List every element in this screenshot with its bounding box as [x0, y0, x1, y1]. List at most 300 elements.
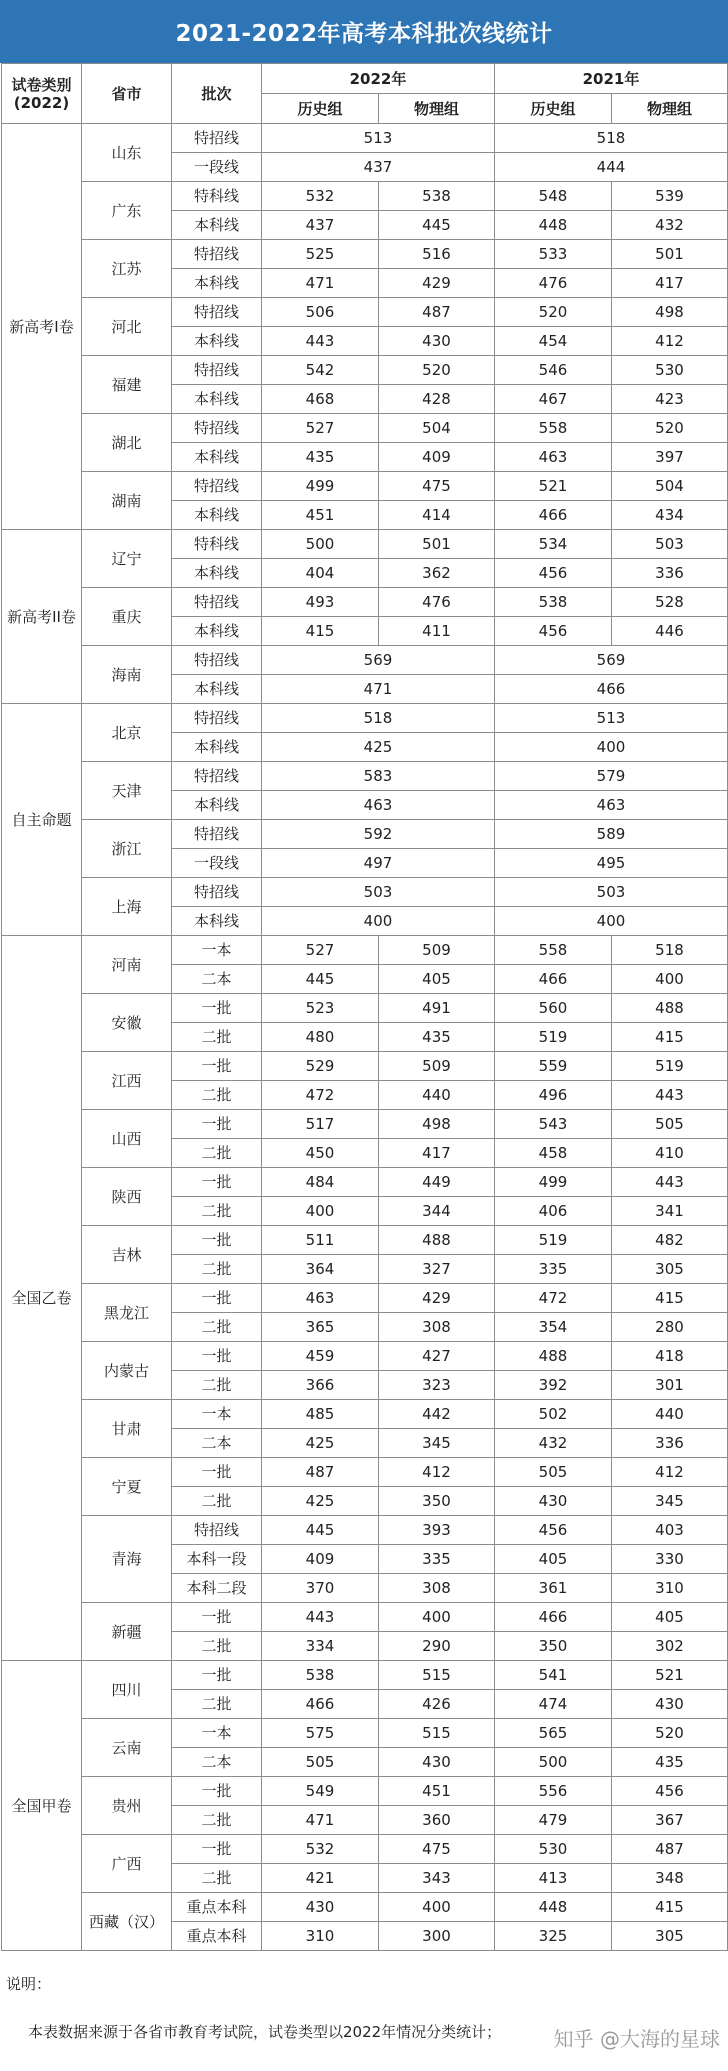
batch-cell: 特招线: [172, 356, 262, 385]
table-row: [2, 356, 728, 385]
score-cell-v2022-physics: 323: [379, 1371, 495, 1400]
score-cell-v2022-physics: 430: [379, 327, 495, 356]
batch-cell: 本科二段: [172, 1574, 262, 1603]
province-cell: 山西: [82, 1110, 172, 1168]
score-cell-v2021-physics: 418: [612, 1342, 728, 1371]
score-cell-v2022-history: 532: [262, 1835, 379, 1864]
batch-cell: 二批: [172, 1081, 262, 1110]
score-cell-v2021-history: 496: [495, 1081, 612, 1110]
score-cell-v2022-history: 463: [262, 1284, 379, 1313]
province-cell: 陕西: [82, 1168, 172, 1226]
province-cell: 福建: [82, 356, 172, 414]
score-cell-v2021-physics: 519: [612, 1052, 728, 1081]
header-category: 试卷类别 (2022): [2, 64, 82, 124]
score-cell-v2022-physics: 414: [379, 501, 495, 530]
score-cell-v2022-history: 511: [262, 1226, 379, 1255]
category-cell: 新高考II卷: [2, 530, 82, 704]
notes-section: [0, 1953, 728, 2071]
score-cell-v2022-history: 499: [262, 472, 379, 501]
province-cell: 山东: [82, 124, 172, 182]
table-row: [2, 1458, 728, 1487]
batch-cell: 本科线: [172, 385, 262, 414]
batch-cell: 二批: [172, 1139, 262, 1168]
table-row: [2, 704, 728, 733]
score-cell-v2022-merged: 437: [262, 153, 495, 182]
score-cell-v2021-physics: 443: [612, 1168, 728, 1197]
score-cell-v2022-history: 471: [262, 269, 379, 298]
score-cell-v2022-physics: 345: [379, 1429, 495, 1458]
batch-cell: 重点本科: [172, 1893, 262, 1922]
score-cell-v2021-history: 466: [495, 501, 612, 530]
batch-cell: 二批: [172, 1197, 262, 1226]
score-cell-v2021-history: 474: [495, 1690, 612, 1719]
score-cell-v2022-physics: 440: [379, 1081, 495, 1110]
header-physics-2021: 物理组: [612, 94, 728, 124]
score-cell-v2022-physics: 429: [379, 1284, 495, 1313]
batch-cell: 二本: [172, 965, 262, 994]
score-cell-v2021-history: 479: [495, 1806, 612, 1835]
score-cell-v2022-history: 493: [262, 588, 379, 617]
score-cell-v2021-history: 519: [495, 1023, 612, 1052]
score-cell-v2021-physics: 341: [612, 1197, 728, 1226]
notes-title: 说明：: [6, 1975, 52, 1993]
batch-cell: 一批: [172, 1168, 262, 1197]
batch-cell: 本科线: [172, 617, 262, 646]
score-cell-v2021-physics: 410: [612, 1139, 728, 1168]
score-cell-v2021-physics: 367: [612, 1806, 728, 1835]
batch-cell: 特招线: [172, 298, 262, 327]
score-cell-v2022-history: 415: [262, 617, 379, 646]
batch-cell: 特招线: [172, 704, 262, 733]
province-cell: 云南: [82, 1719, 172, 1777]
score-cell-v2022-physics: 515: [379, 1719, 495, 1748]
score-cell-v2021-history: 530: [495, 1835, 612, 1864]
score-cell-v2021-physics: 482: [612, 1226, 728, 1255]
score-cell-v2022-merged: 503: [262, 878, 495, 907]
score-cell-v2022-physics: 509: [379, 1052, 495, 1081]
table-row: [2, 646, 728, 675]
batch-cell: 特招线: [172, 820, 262, 849]
score-cell-v2021-history: 432: [495, 1429, 612, 1458]
province-cell: 内蒙古: [82, 1342, 172, 1400]
score-cell-v2021-physics: 435: [612, 1748, 728, 1777]
score-cell-v2021-physics: 456: [612, 1777, 728, 1806]
batch-cell: 特招线: [172, 240, 262, 269]
score-cell-v2021-history: 430: [495, 1487, 612, 1516]
score-cell-v2021-physics: 528: [612, 588, 728, 617]
score-cell-v2021-history: 467: [495, 385, 612, 414]
score-cell-v2021-history: 350: [495, 1632, 612, 1661]
batch-cell: 二批: [172, 1690, 262, 1719]
score-cell-v2022-physics: 501: [379, 530, 495, 559]
score-cell-v2021-physics: 501: [612, 240, 728, 269]
score-cell-v2021-history: 533: [495, 240, 612, 269]
score-cell-v2022-physics: 516: [379, 240, 495, 269]
batch-cell: 二批: [172, 1371, 262, 1400]
batch-cell: 本科线: [172, 675, 262, 704]
score-cell-v2022-merged: 425: [262, 733, 495, 762]
score-cell-v2021-physics: 443: [612, 1081, 728, 1110]
score-cell-v2022-physics: 491: [379, 994, 495, 1023]
province-cell: 广东: [82, 182, 172, 240]
score-cell-v2021-physics: 348: [612, 1864, 728, 1893]
score-cell-v2022-physics: 487: [379, 298, 495, 327]
batch-cell: 一段线: [172, 849, 262, 878]
batch-cell: 特招线: [172, 472, 262, 501]
score-cell-v2021-history: 543: [495, 1110, 612, 1139]
score-cell-v2022-physics: 520: [379, 356, 495, 385]
batch-cell: 重点本科: [172, 1922, 262, 1951]
score-cell-v2021-history: 556: [495, 1777, 612, 1806]
score-cell-v2022-physics: 417: [379, 1139, 495, 1168]
score-cell-v2022-physics: 327: [379, 1255, 495, 1284]
province-cell: 江西: [82, 1052, 172, 1110]
score-cell-v2022-history: 445: [262, 965, 379, 994]
table-row: [2, 298, 728, 327]
table-row: [2, 936, 728, 965]
score-cell-v2021-physics: 440: [612, 1400, 728, 1429]
score-cell-v2022-merged: 400: [262, 907, 495, 936]
batch-cell: 一批: [172, 1342, 262, 1371]
table-row: [2, 588, 728, 617]
table-row: [2, 1661, 728, 1690]
province-cell: 北京: [82, 704, 172, 762]
batch-cell: 本科线: [172, 327, 262, 356]
score-cell-v2022-physics: 412: [379, 1458, 495, 1487]
province-cell: 广西: [82, 1835, 172, 1893]
score-cell-v2022-merged: 513: [262, 124, 495, 153]
batch-cell: 一批: [172, 1458, 262, 1487]
score-cell-v2021-physics: 336: [612, 559, 728, 588]
score-cell-v2022-physics: 411: [379, 617, 495, 646]
score-cell-v2021-history: 488: [495, 1342, 612, 1371]
score-cell-v2021-physics: 415: [612, 1023, 728, 1052]
score-cell-v2022-history: 484: [262, 1168, 379, 1197]
score-cell-v2022-history: 471: [262, 1806, 379, 1835]
score-cell-v2022-physics: 426: [379, 1690, 495, 1719]
score-cell-v2021-physics: 280: [612, 1313, 728, 1342]
batch-cell: 一批: [172, 1052, 262, 1081]
batch-cell: 本科线: [172, 733, 262, 762]
score-cell-v2022-history: 435: [262, 443, 379, 472]
score-cell-v2021-history: 560: [495, 994, 612, 1023]
watermark: 知乎 @大海的星球: [553, 2027, 720, 2051]
province-cell: 上海: [82, 878, 172, 936]
score-cell-v2021-physics: 487: [612, 1835, 728, 1864]
batch-cell: 特招线: [172, 878, 262, 907]
province-cell: 重庆: [82, 588, 172, 646]
header-history-2021: 历史组: [495, 94, 612, 124]
score-cell-v2021-physics: 302: [612, 1632, 728, 1661]
category-cell: 全国乙卷: [2, 936, 82, 1661]
score-cell-v2022-history: 430: [262, 1893, 379, 1922]
score-cell-v2021-physics: 310: [612, 1574, 728, 1603]
table-row: [2, 1110, 728, 1139]
score-cell-v2022-physics: 504: [379, 414, 495, 443]
province-cell: 新疆: [82, 1603, 172, 1661]
score-cell-v2021-physics: 423: [612, 385, 728, 414]
score-cell-v2021-merged: 569: [495, 646, 728, 675]
score-cell-v2021-history: 458: [495, 1139, 612, 1168]
score-cell-v2021-physics: 415: [612, 1284, 728, 1313]
batch-cell: 二批: [172, 1023, 262, 1052]
score-cell-v2021-merged: 579: [495, 762, 728, 791]
score-cell-v2022-merged: 569: [262, 646, 495, 675]
score-cell-v2022-history: 437: [262, 211, 379, 240]
score-cell-v2022-history: 538: [262, 1661, 379, 1690]
batch-cell: 一批: [172, 1110, 262, 1139]
province-cell: 甘肃: [82, 1400, 172, 1458]
score-cell-v2022-history: 450: [262, 1139, 379, 1168]
table-row: [2, 820, 728, 849]
score-cell-v2021-physics: 505: [612, 1110, 728, 1139]
notes-line: 本表数据来源于各省市教育考试院，试卷类型以2022年情况分类统计；: [28, 2023, 502, 2041]
province-cell: 天津: [82, 762, 172, 820]
batch-cell: 一批: [172, 1777, 262, 1806]
batch-cell: 一段线: [172, 153, 262, 182]
score-cell-v2022-physics: 427: [379, 1342, 495, 1371]
score-cell-v2021-merged: 503: [495, 878, 728, 907]
score-cell-v2022-merged: 583: [262, 762, 495, 791]
score-cell-v2021-history: 354: [495, 1313, 612, 1342]
score-cell-v2022-physics: 498: [379, 1110, 495, 1139]
score-cell-v2022-physics: 509: [379, 936, 495, 965]
score-cell-v2021-history: 558: [495, 936, 612, 965]
score-cell-v2021-history: 454: [495, 327, 612, 356]
batch-cell: 特招线: [172, 414, 262, 443]
table-row: [2, 414, 728, 443]
score-cell-v2022-physics: 360: [379, 1806, 495, 1835]
header-batch: 批次: [172, 64, 262, 124]
score-cell-v2022-physics: 435: [379, 1023, 495, 1052]
score-cell-v2022-physics: 290: [379, 1632, 495, 1661]
header-year-2022: 2022年: [262, 64, 495, 94]
score-cell-v2021-physics: 417: [612, 269, 728, 298]
score-cell-v2022-history: 443: [262, 1603, 379, 1632]
score-cell-v2022-physics: 538: [379, 182, 495, 211]
score-cell-v2021-history: 406: [495, 1197, 612, 1226]
score-cell-v2022-history: 480: [262, 1023, 379, 1052]
score-cell-v2021-history: 335: [495, 1255, 612, 1284]
score-cell-v2021-history: 502: [495, 1400, 612, 1429]
score-cell-v2021-physics: 345: [612, 1487, 728, 1516]
score-cell-v2021-history: 456: [495, 1516, 612, 1545]
header-year-2021: 2021年: [495, 64, 728, 94]
score-cell-v2022-history: 370: [262, 1574, 379, 1603]
province-cell: 宁夏: [82, 1458, 172, 1516]
score-cell-v2022-physics: 350: [379, 1487, 495, 1516]
score-cell-v2021-merged: 400: [495, 733, 728, 762]
batch-cell: 二批: [172, 1487, 262, 1516]
score-cell-v2021-history: 558: [495, 414, 612, 443]
score-cell-v2022-history: 443: [262, 327, 379, 356]
score-cell-v2021-history: 405: [495, 1545, 612, 1574]
batch-cell: 特科线: [172, 530, 262, 559]
score-cell-v2022-merged: 592: [262, 820, 495, 849]
province-cell: 湖北: [82, 414, 172, 472]
score-cell-v2021-history: 456: [495, 559, 612, 588]
province-cell: 青海: [82, 1516, 172, 1603]
score-cell-v2021-history: 541: [495, 1661, 612, 1690]
batch-cell: 一批: [172, 1661, 262, 1690]
score-cell-v2021-physics: 503: [612, 530, 728, 559]
batch-cell: 一本: [172, 936, 262, 965]
score-cell-v2021-history: 476: [495, 269, 612, 298]
table-row: [2, 1284, 728, 1313]
score-cell-v2022-history: 364: [262, 1255, 379, 1284]
score-cell-v2022-history: 409: [262, 1545, 379, 1574]
score-cell-v2022-history: 487: [262, 1458, 379, 1487]
page-title: 2021-2022年高考本科批次线统计: [0, 0, 728, 63]
score-cell-v2021-physics: 498: [612, 298, 728, 327]
score-cell-v2021-merged: 513: [495, 704, 728, 733]
score-cell-v2022-history: 485: [262, 1400, 379, 1429]
table-row: [2, 878, 728, 907]
score-cell-v2022-physics: 429: [379, 269, 495, 298]
score-cell-v2022-physics: 308: [379, 1313, 495, 1342]
score-cell-v2021-merged: 466: [495, 675, 728, 704]
score-cell-v2022-physics: 430: [379, 1748, 495, 1777]
batch-cell: 二批: [172, 1255, 262, 1284]
score-cell-v2021-physics: 400: [612, 965, 728, 994]
batch-cell: 二批: [172, 1632, 262, 1661]
score-cell-v2021-physics: 530: [612, 356, 728, 385]
score-cell-v2021-history: 519: [495, 1226, 612, 1255]
score-cell-v2022-history: 523: [262, 994, 379, 1023]
table-row: [2, 994, 728, 1023]
score-cell-v2021-history: 520: [495, 298, 612, 327]
batch-cell: 特招线: [172, 588, 262, 617]
score-cell-v2022-history: 466: [262, 1690, 379, 1719]
score-cell-v2021-merged: 463: [495, 791, 728, 820]
score-cell-v2022-history: 445: [262, 1516, 379, 1545]
batch-cell: 本科线: [172, 907, 262, 936]
score-cell-v2022-physics: 475: [379, 1835, 495, 1864]
batch-cell: 本科线: [172, 501, 262, 530]
score-cell-v2021-history: 466: [495, 1603, 612, 1632]
province-cell: 江苏: [82, 240, 172, 298]
score-cell-v2022-history: 575: [262, 1719, 379, 1748]
batch-cell: 特科线: [172, 182, 262, 211]
score-cell-v2022-physics: 308: [379, 1574, 495, 1603]
table-row: [2, 1400, 728, 1429]
province-cell: 河南: [82, 936, 172, 994]
score-cell-v2021-physics: 539: [612, 182, 728, 211]
score-cell-v2021-physics: 305: [612, 1922, 728, 1951]
score-cell-v2022-history: 366: [262, 1371, 379, 1400]
score-cell-v2021-physics: 397: [612, 443, 728, 472]
batch-cell: 二批: [172, 1864, 262, 1893]
header-physics-2022: 物理组: [379, 94, 495, 124]
score-cell-v2022-physics: 428: [379, 385, 495, 414]
score-cell-v2022-history: 459: [262, 1342, 379, 1371]
province-cell: 湖南: [82, 472, 172, 530]
score-cell-v2021-history: 448: [495, 1893, 612, 1922]
score-cell-v2022-history: 506: [262, 298, 379, 327]
score-cell-v2022-history: 468: [262, 385, 379, 414]
batch-cell: 本科线: [172, 269, 262, 298]
batch-cell: 本科线: [172, 791, 262, 820]
province-cell: 河北: [82, 298, 172, 356]
score-cell-v2021-history: 463: [495, 443, 612, 472]
table-row: [2, 1835, 728, 1864]
score-cell-v2021-merged: 589: [495, 820, 728, 849]
province-cell: 吉林: [82, 1226, 172, 1284]
batch-cell: 一本: [172, 1719, 262, 1748]
score-cell-v2022-history: 421: [262, 1864, 379, 1893]
province-cell: 辽宁: [82, 530, 172, 588]
score-cell-v2021-history: 559: [495, 1052, 612, 1081]
score-cell-v2022-history: 527: [262, 936, 379, 965]
score-cell-v2022-physics: 409: [379, 443, 495, 472]
table-row: [2, 530, 728, 559]
table-row: [2, 1893, 728, 1922]
category-cell: 自主命题: [2, 704, 82, 936]
score-cell-v2022-physics: 335: [379, 1545, 495, 1574]
score-cell-v2021-physics: 504: [612, 472, 728, 501]
table-row: [2, 1777, 728, 1806]
province-cell: 海南: [82, 646, 172, 704]
province-cell: 四川: [82, 1661, 172, 1719]
province-cell: 浙江: [82, 820, 172, 878]
score-cell-v2021-physics: 305: [612, 1255, 728, 1284]
score-cell-v2022-history: 310: [262, 1922, 379, 1951]
batch-cell: 二本: [172, 1748, 262, 1777]
score-cell-v2022-history: 529: [262, 1052, 379, 1081]
score-cell-v2022-history: 334: [262, 1632, 379, 1661]
score-cell-v2022-history: 527: [262, 414, 379, 443]
score-cell-v2021-merged: 495: [495, 849, 728, 878]
header-province: 省市: [82, 64, 172, 124]
batch-cell: 二本: [172, 1429, 262, 1458]
score-cell-v2021-physics: 521: [612, 1661, 728, 1690]
score-cell-v2021-history: 472: [495, 1284, 612, 1313]
score-cell-v2022-history: 549: [262, 1777, 379, 1806]
table-row: [2, 1226, 728, 1255]
score-cell-v2022-merged: 518: [262, 704, 495, 733]
score-cell-v2022-physics: 300: [379, 1922, 495, 1951]
score-cell-v2022-physics: 362: [379, 559, 495, 588]
score-cell-v2022-history: 400: [262, 1197, 379, 1226]
score-cell-v2021-merged: 444: [495, 153, 728, 182]
score-cell-v2021-physics: 405: [612, 1603, 728, 1632]
province-cell: 安徽: [82, 994, 172, 1052]
category-cell: 全国甲卷: [2, 1661, 82, 1951]
score-cell-v2021-history: 500: [495, 1748, 612, 1777]
batch-cell: 特招线: [172, 124, 262, 153]
score-cell-v2022-history: 425: [262, 1487, 379, 1516]
score-cell-v2021-history: 325: [495, 1922, 612, 1951]
score-cell-v2022-physics: 475: [379, 472, 495, 501]
table-row: [2, 1342, 728, 1371]
score-cell-v2022-history: 472: [262, 1081, 379, 1110]
score-cell-v2021-history: 361: [495, 1574, 612, 1603]
score-cell-v2022-physics: 393: [379, 1516, 495, 1545]
score-cell-v2022-physics: 476: [379, 588, 495, 617]
score-cell-v2022-physics: 449: [379, 1168, 495, 1197]
batch-cell: 特招线: [172, 1516, 262, 1545]
table-row: [2, 472, 728, 501]
batch-cell: 特招线: [172, 646, 262, 675]
table-row: [2, 1603, 728, 1632]
score-cell-v2022-physics: 488: [379, 1226, 495, 1255]
score-cell-v2022-history: 525: [262, 240, 379, 269]
score-cell-v2021-physics: 336: [612, 1429, 728, 1458]
score-cell-v2021-history: 538: [495, 588, 612, 617]
score-cell-v2021-physics: 412: [612, 1458, 728, 1487]
score-cell-v2021-physics: 330: [612, 1545, 728, 1574]
batch-cell: 一批: [172, 1284, 262, 1313]
